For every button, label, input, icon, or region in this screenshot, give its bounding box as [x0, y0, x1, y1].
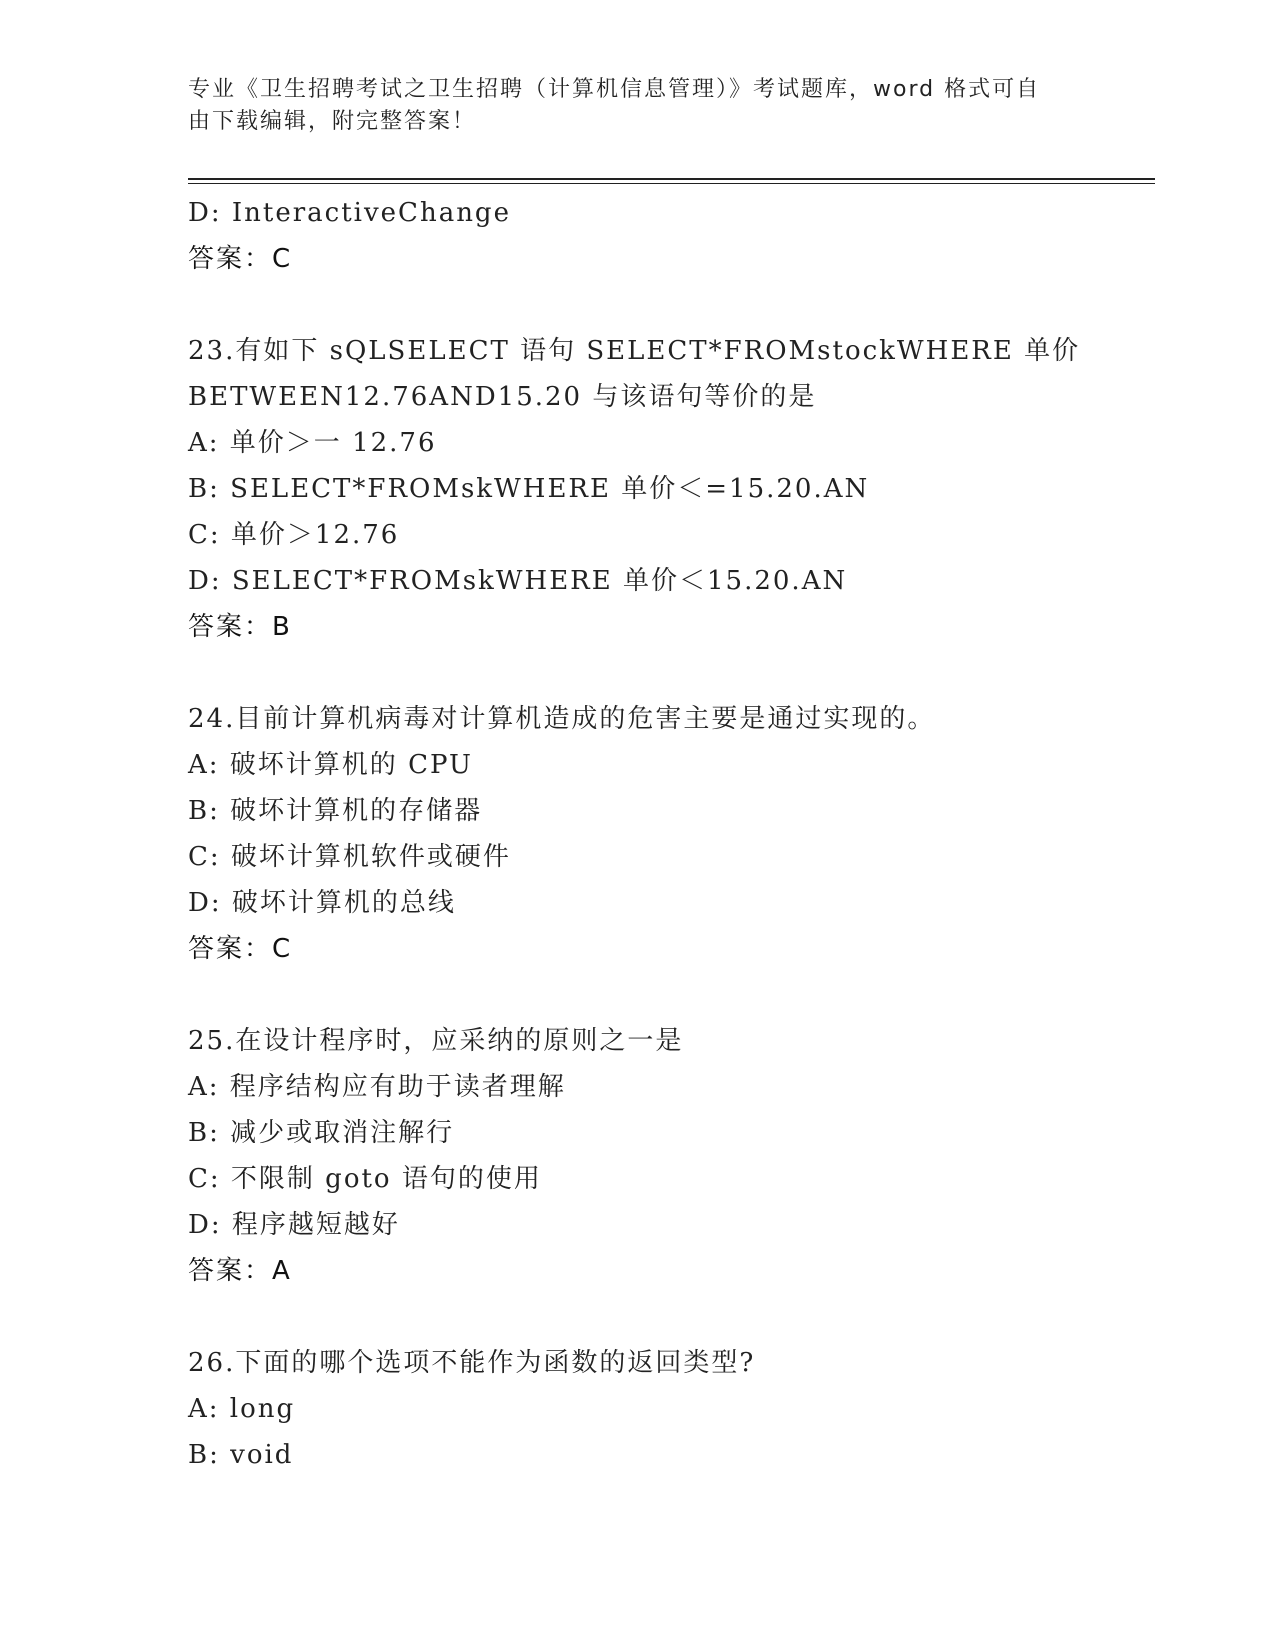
q25-option-a: A: 程序结构应有助于读者理解: [188, 1072, 566, 1102]
q25-answer: 答案：A: [188, 1256, 292, 1286]
q24-option-d: D: 破坏计算机的总线: [188, 888, 456, 918]
q26-text: 26.下面的哪个选项不能作为函数的返回类型?: [188, 1348, 756, 1378]
q26-option-b: B: void: [188, 1440, 294, 1470]
question-content: [188, 190, 1148, 1478]
header-divider-thin: [188, 183, 1155, 184]
q24-option-a: A: 破坏计算机的 CPU: [188, 750, 473, 780]
q23-answer: 答案：B: [188, 612, 292, 642]
spacer: [188, 282, 1148, 328]
q25-text: 25.在设计程序时，应采纳的原则之一是: [188, 1026, 684, 1056]
q24-answer: 答案：C: [188, 934, 293, 964]
spacer: [188, 1294, 1148, 1340]
spacer: [188, 650, 1148, 696]
header-divider-thick: [188, 178, 1155, 180]
q24-option-c: C: 破坏计算机软件或硬件: [188, 842, 511, 872]
spacer: [188, 972, 1148, 1018]
prev-option-d: D: InteractiveChange: [188, 198, 511, 228]
q23-option-a: A: 单价＞一 12.76: [188, 428, 437, 458]
q25-option-d: D: 程序越短越好: [188, 1210, 400, 1240]
header-line-1: 专业《卫生招聘考试之卫生招聘（计算机信息管理）》考试题库，word 格式可自: [188, 77, 1041, 102]
q23-text-line-1: 23.有如下 sQLSELECT 语句 SELECT*FROMstockWHERE 单价: [188, 336, 1081, 366]
header-line-2: 由下载编辑，附完整答案！: [188, 109, 477, 134]
q24-option-b: B: 破坏计算机的存储器: [188, 796, 483, 826]
q23-option-b: B: SELECT*FROMskWHERE 单价＜=15.20.AN: [188, 474, 870, 504]
q23-text-line-2: BETWEEN12.76AND15.20 与该语句等价的是: [188, 382, 817, 412]
q25-option-b: B: 减少或取消注解行: [188, 1118, 455, 1148]
q23-option-c: C: 单价＞12.76: [188, 520, 400, 550]
q23-option-d: D: SELECT*FROMskWHERE 单价＜15.20.AN: [188, 566, 848, 596]
q26-option-a: A: long: [188, 1394, 296, 1424]
q24-text: 24.目前计算机病毒对计算机造成的危害主要是通过实现的。: [188, 704, 936, 734]
q25-option-c: C: 不限制 goto 语句的使用: [188, 1164, 542, 1194]
prev-answer: 答案：C: [188, 244, 293, 274]
document-header: [188, 74, 1088, 138]
